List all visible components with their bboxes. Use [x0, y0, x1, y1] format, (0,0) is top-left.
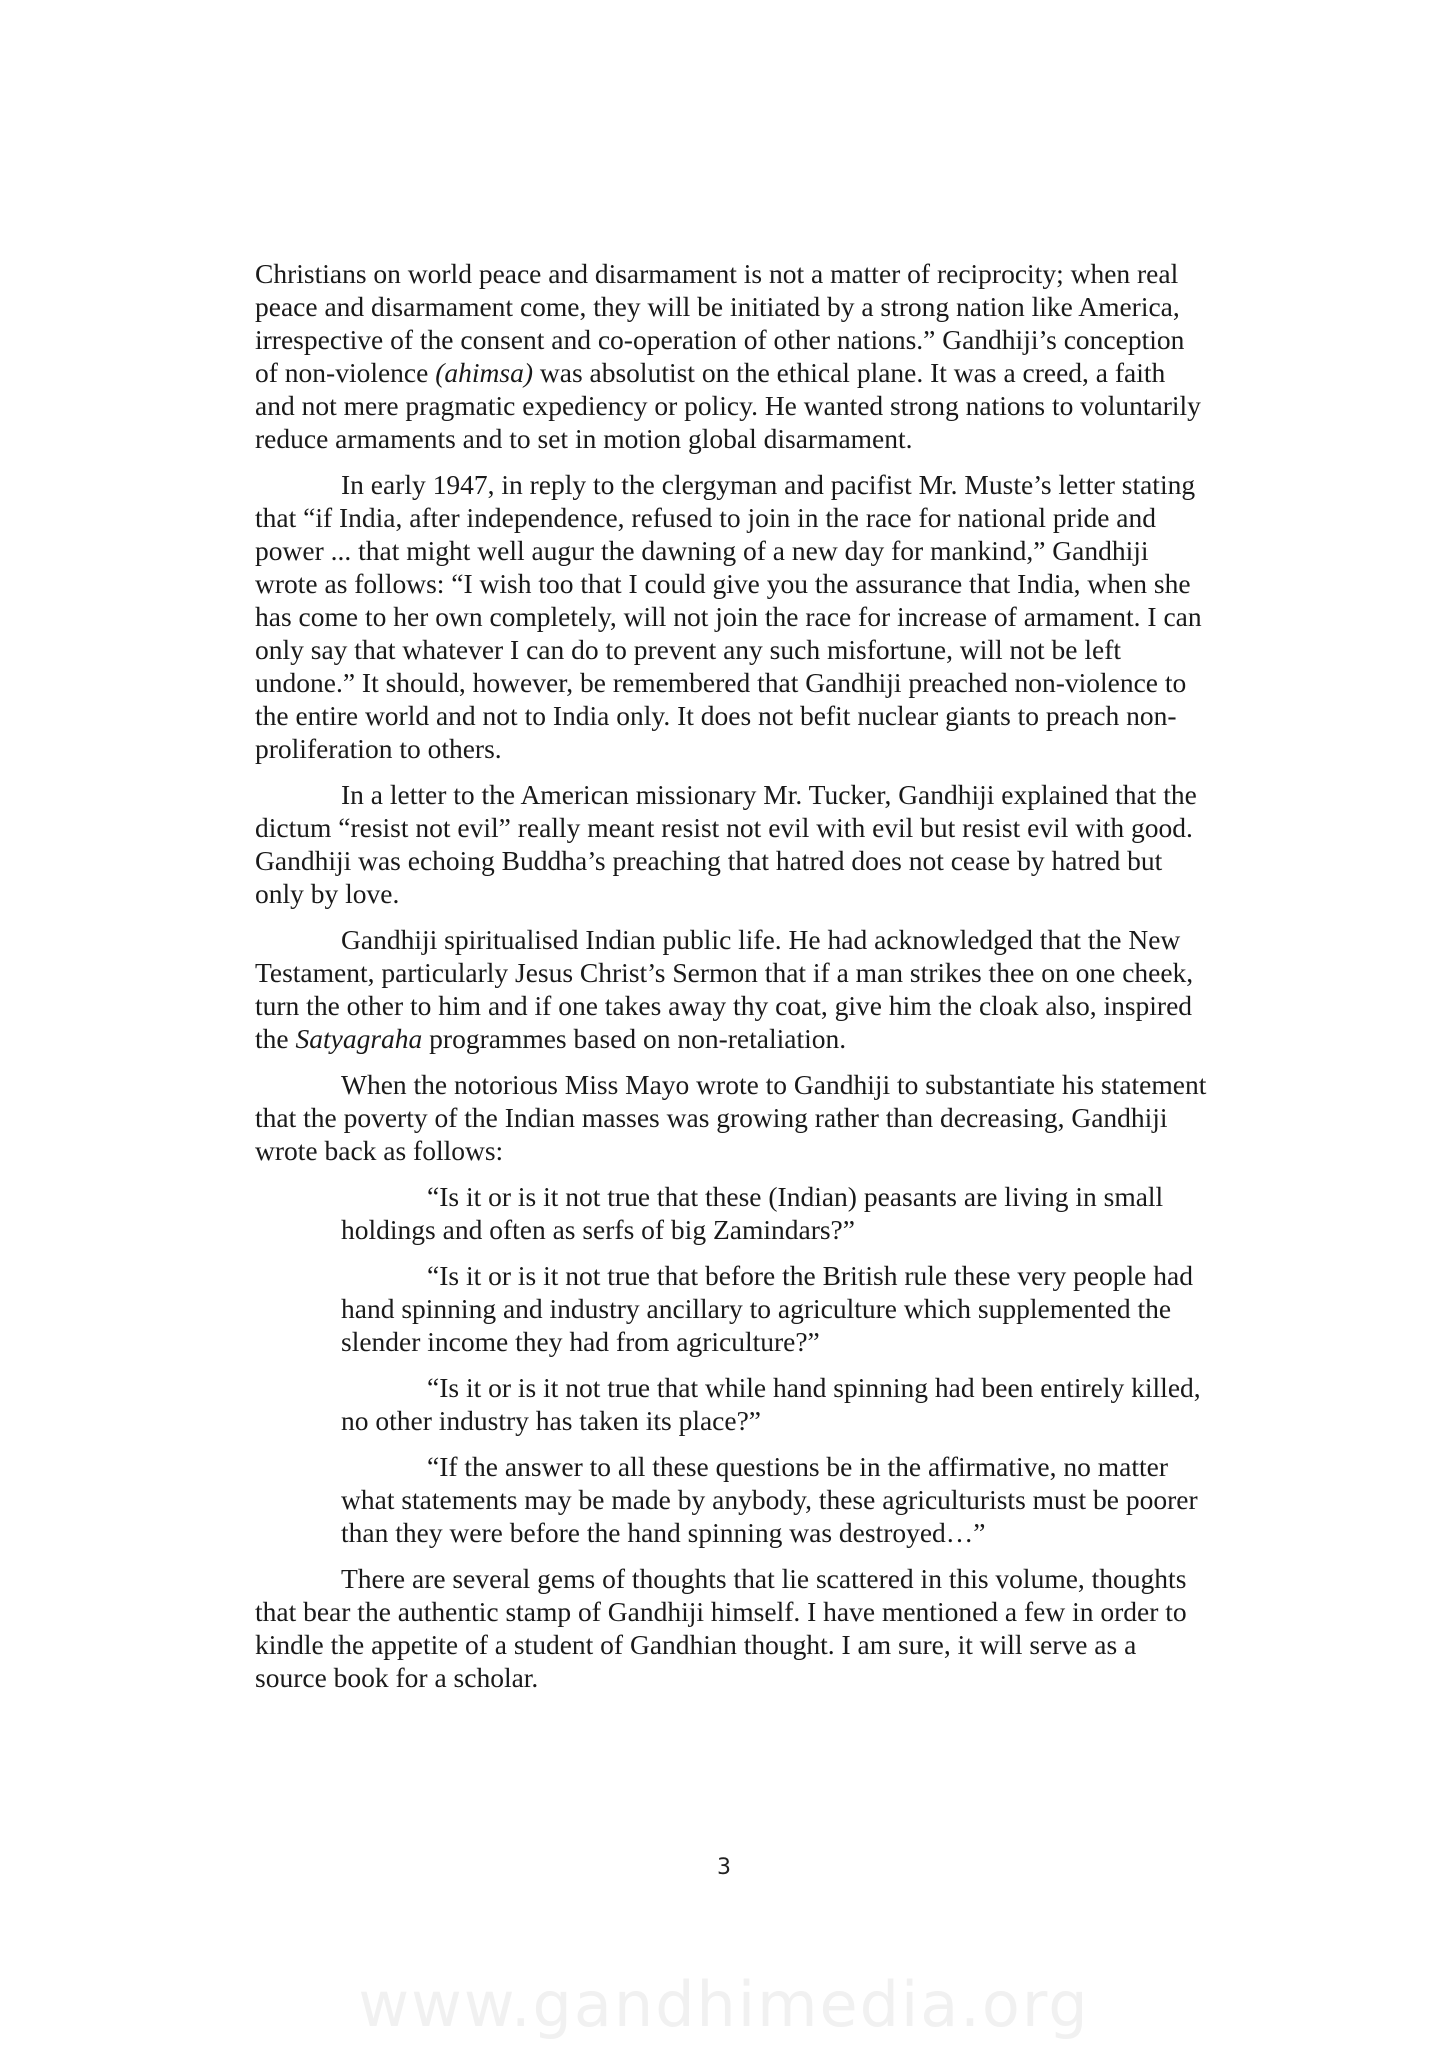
body-text — [255, 257, 1210, 1707]
paragraph-5: When the notorious Miss Mayo wrote to Gandhiji to substantiate his statement that the poverty of the Indian masses was growing rather than decreasing, Gandhiji wrote back as follows: — [255, 1069, 1207, 1166]
paragraph-1-text-b: was absolutist on the ethical plane. It was a creed, a faith and not mere pragmatic expediency or policy. He wanted strong nations to voluntarily reduce armaments and to set in motion global disarmament. — [255, 357, 1201, 454]
satyagraha-term: Satyagraha — [295, 1023, 423, 1054]
paragraph-1-text-a: Christians on world peace and disarmament is not a matter of reciprocity; when real peace and disarmament come, they will be initiated by a strong nation like America, irrespective of the consent and co-operation of other nations.” Gandhiji’s conception of non-violence — [255, 258, 1185, 388]
block-quote-4: “If the answer to all these questions be in the affirmative, no matter what statements may be made by anybody, these agriculturists must be poorer than they were before the hand spinning was destroyed…” — [341, 1451, 1198, 1548]
watermark: www.gandhimedia.org — [358, 1968, 1090, 2041]
paragraph-4-text-b: programmes based on non-retaliation. — [422, 1023, 847, 1054]
paragraph-2: In early 1947, in reply to the clergyman and pacifist Mr. Muste’s letter stating that “if India, after independence, refused to join in the race for national pride and power ... that might well augur the dawning of a new day for mankind,” Gandhiji wrote as follows: “I wish too that I could give you the assurance that India, when she has come to her own completely, will not join the race for increase of armament. I can only say that whatever I can do to prevent any such misfortune, will not be left undone.” It should, however, be remembered that Gandhiji preached non-violence to the entire world and not to India only. It does not befit nuclear giants to preach non-proliferation to others. — [255, 469, 1202, 764]
ahimsa-term: (ahimsa) — [435, 357, 533, 388]
page-number: 3 — [717, 1855, 731, 1880]
paragraph-4-text-a: Gandhiji spiritualised Indian public life. He had acknowledged that the New Testament, particularly Jesus Christ’s Sermon that if a man strikes thee on one cheek, turn the other to him and if one takes away thy coat, give him the cloak also, inspired the — [255, 924, 1194, 1054]
paragraph-6: There are several gems of thoughts that lie scattered in this volume, thoughts that bear the authentic stamp of Gandhiji himself. I have mentioned a few in order to kindle the appetite of a student of Gandhian thought. I am sure, it will serve as a source book for a scholar. — [255, 1563, 1187, 1693]
block-quote-2: “Is it or is it not true that before the British rule these very people had hand spinning and industry ancillary to agriculture which supplemented the slender income they had from agriculture?” — [341, 1260, 1193, 1357]
paragraph-3: In a letter to the American missionary Mr. Tucker, Gandhiji explained that the dictum “resist not evil” really meant resist not evil with evil but resist evil with good. Gandhiji was echoing Buddha’s preaching that hatred does not cease by hatred but only by love. — [255, 779, 1197, 909]
block-quote-3: “Is it or is it not true that while hand spinning had been entirely killed, no other industry has taken its place?” — [341, 1372, 1201, 1436]
block-quote-1: “Is it or is it not true that these (Indian) peasants are living in small holdings and often as serfs of big Zamindars?” — [341, 1181, 1164, 1245]
paragraph-1 — [255, 257, 1210, 455]
paragraph-4 — [255, 923, 1210, 1055]
